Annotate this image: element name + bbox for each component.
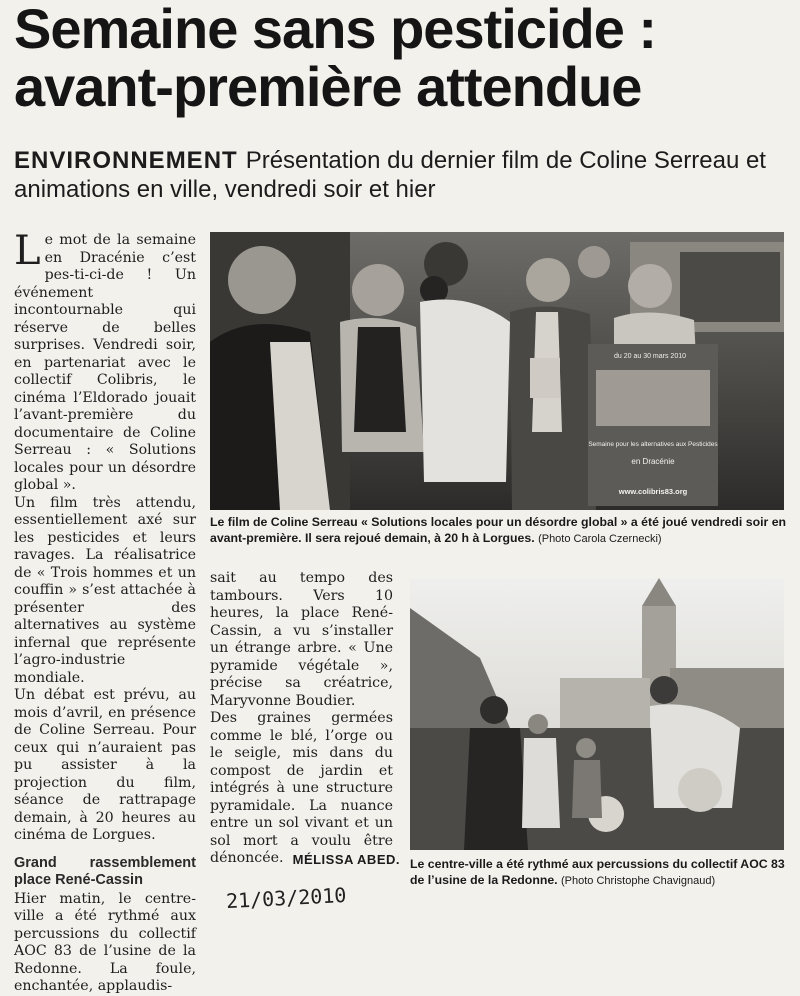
rubric-keyword: ENVIRONNEMENT [14, 147, 238, 174]
author-signature: MÉLISSA ABED. [292, 852, 400, 867]
photo-credit: (Photo Carola Czernecki) [538, 533, 662, 545]
photo-2-caption [410, 856, 788, 889]
paragraph: Le mot de la semaine en Dracénie c’est pes-ti-ci-de ! Un événement incontournable qui réserve de belles surprises. Vendredi soir, en partenariat avec le collectif Colibris, le cinéma l’Eldorado jouait l’avant-première du documentaire de Coline Serreau : « Solutions locales pour un désordre global ». [14, 228, 196, 493]
poster-place-text: en Dracénie [631, 457, 675, 466]
headline-line-2: avant-première attendue [14, 55, 642, 118]
poster-url-text: www.colibris83.org [618, 487, 688, 496]
paragraph: Un débat est prévu, au mois d’avril, en présence de Coline Serreau. Pour ceux qui n’auraient pas pu assister à la projection du film, séance de rattrapage demain, à 20 heures au cinéma de Lorgues. [14, 687, 196, 843]
headline [14, 0, 794, 116]
article-column-1 [14, 228, 196, 996]
photo-illustration [210, 232, 784, 510]
drop-cap: L [14, 228, 41, 274]
photo-illustration [410, 578, 784, 850]
headline-line-1: Semaine sans pesticide : [14, 0, 657, 60]
poster-date-text: du 20 au 30 mars 2010 [614, 353, 686, 360]
caption-text: Le centre-ville a été rythmé aux percussions du collectif AOC 83 de l’usine de la Redonne. [410, 857, 785, 887]
photo-credit: (Photo Christophe Chavignaud) [561, 875, 716, 887]
paragraph: Hier matin, le centre-ville a été rythmé aux percussions du collectif AOC 83 de l’usine de la Redonne. La foule, enchantée, applaudis- [14, 890, 196, 994]
paragraph: Des graines germées comme le blé, l’orge ou le seigle, mis dans du compost de jardin et intégrés à une structure pyramidale. La nuance entre un sol vivant et un sol mort a voulu être dénoncée. [210, 710, 393, 866]
article-column-2 [210, 570, 393, 868]
photo-film-premiere [210, 232, 784, 510]
photo-percussions [410, 578, 784, 850]
photo-1-caption [210, 514, 790, 547]
standfirst-text: Présentation du dernier film de Coline Serreau et animations en ville, vendredi soir et hier [14, 147, 766, 203]
paragraph: Un film très attendu, essentiellement axé sur les pesticides et leurs ravages. La réalisatrice de « Trois hommes et un couffin » s’est attachée à présenter des alternatives au système infernal que représente l’agro-industrie mondiale. [14, 494, 196, 686]
poster-title-text: Semaine pour les alternatives aux Pesticides [588, 441, 718, 448]
caption-text: Le film de Coline Serreau « Solutions locales pour un désordre global » a été joué vendredi soir en avant-première. Il sera rejoué demain, à 20 h à Lorgues. [210, 515, 787, 545]
paragraph: sait au tempo des tambours. Vers 10 heures, la place René-Cassin, a vu s’installer un étrange arbre. « Une pyramide végétale », précise sa créatrice, Maryvonne Boudier. [210, 570, 393, 709]
standfirst [14, 146, 794, 204]
handwritten-date: 21/03/2010 [225, 882, 347, 914]
subheading: Grand rassemblement place René-Cassin [14, 854, 196, 888]
